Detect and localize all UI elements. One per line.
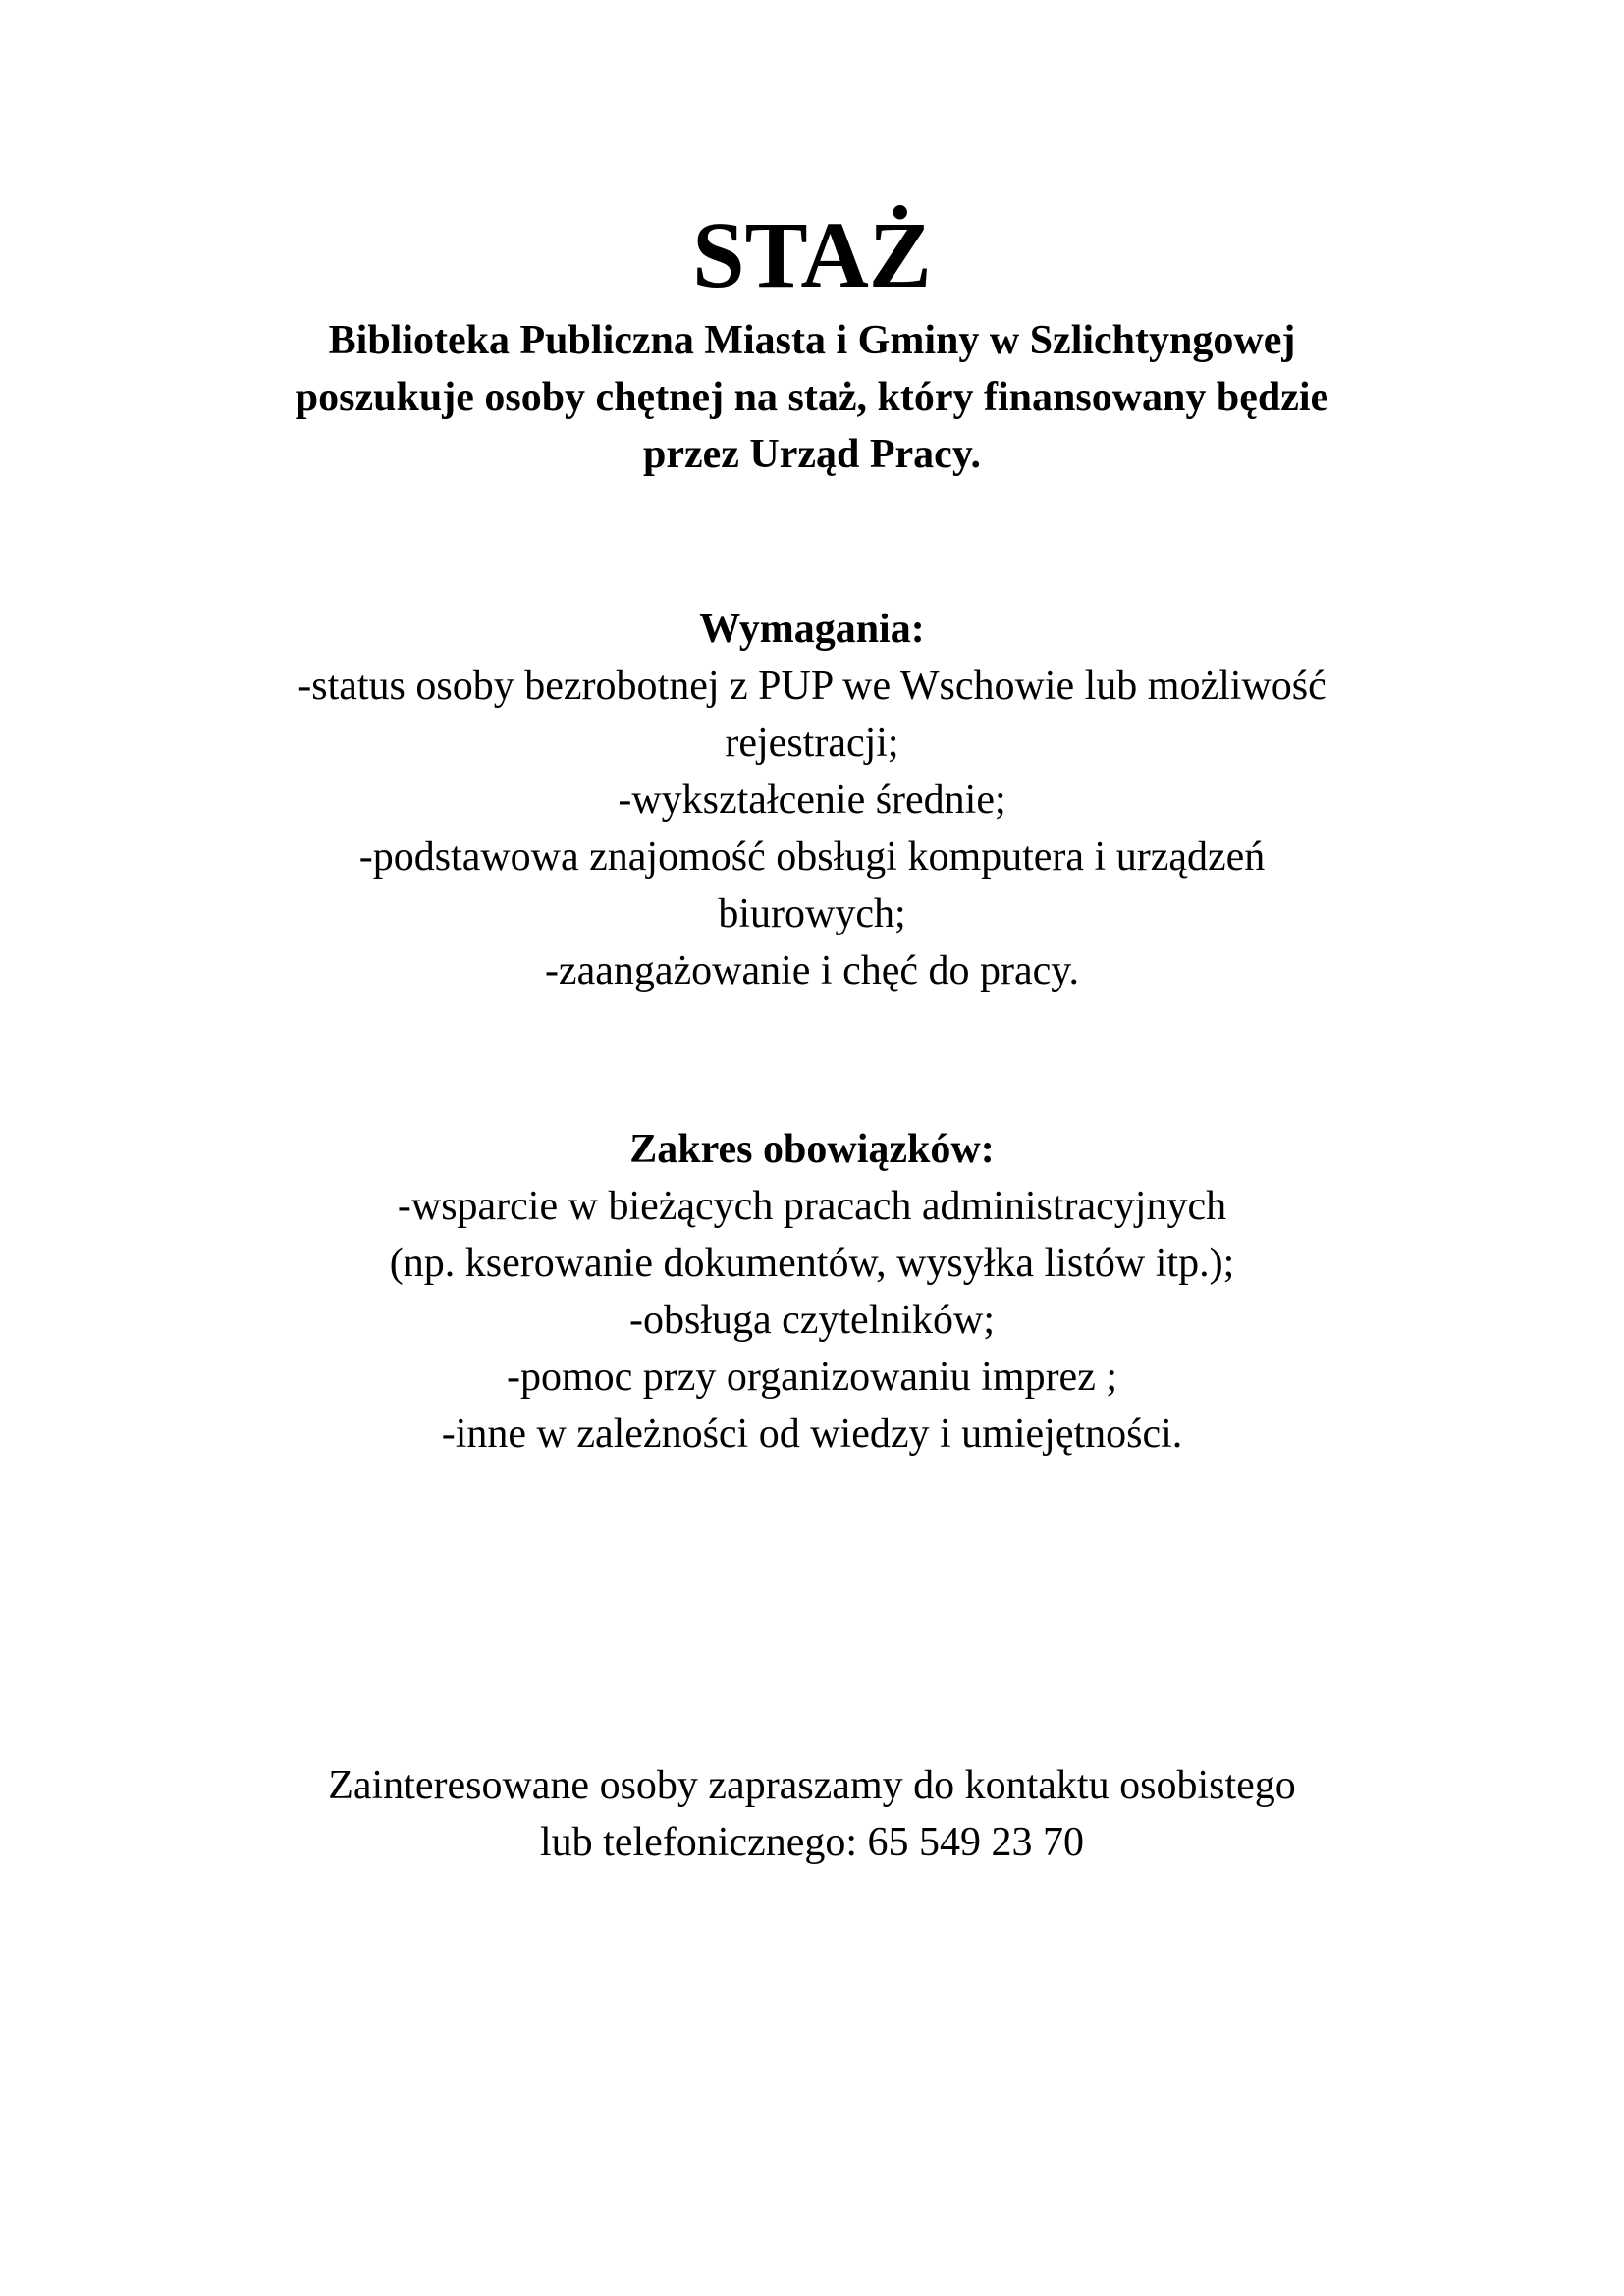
requirements-heading: Wymagania: [699,607,925,652]
duties-section [147,1121,1477,1463]
duty-line: -obsługa czytelników; [628,1298,996,1343]
contact-paragraph [147,1757,1477,1871]
duty-line: -wsparcie w bieżących pracach administracyjnych [397,1184,1227,1229]
requirement-line: -status osoby bezrobotnej z PUP we Wschowie lub możliwość [298,664,1326,709]
requirement-line: rejestracji; [725,721,899,766]
duty-line: -inne w zależności od wiedzy i umiejętności. [441,1412,1183,1457]
intro-paragraph [147,312,1477,483]
duty-line: -pomoc przy organizowaniu imprez ; [506,1355,1118,1400]
duty-line: (np. kserowanie dokumentów, wysyłka listów itp.); [389,1241,1235,1286]
contact-line: lub telefonicznego: 65 549 23 70 [539,1820,1085,1865]
requirements-section [147,601,1477,999]
intro-line: przez Urząd Pracy. [642,432,982,477]
duties-heading: Zakres obowiązków: [629,1127,995,1172]
requirement-line: -podstawowa znajomość obsługi komputera i urządzeń [358,834,1266,880]
requirement-line: -wykształcenie średnie; [618,777,1006,823]
contact-line: Zainteresowane osoby zapraszamy do kontaktu osobistego [328,1763,1296,1808]
intro-line: Biblioteka Publiczna Miasta i Gminy w Szlichtyngowej [328,318,1296,363]
requirement-line: biurowych; [718,891,906,936]
intro-line: poszukuje osoby chętnej na staż, który finansowany będzie [295,375,1329,420]
requirement-line: -zaangażowanie i chęć do pracy. [544,948,1080,993]
page-title: STAŻ [692,202,932,307]
